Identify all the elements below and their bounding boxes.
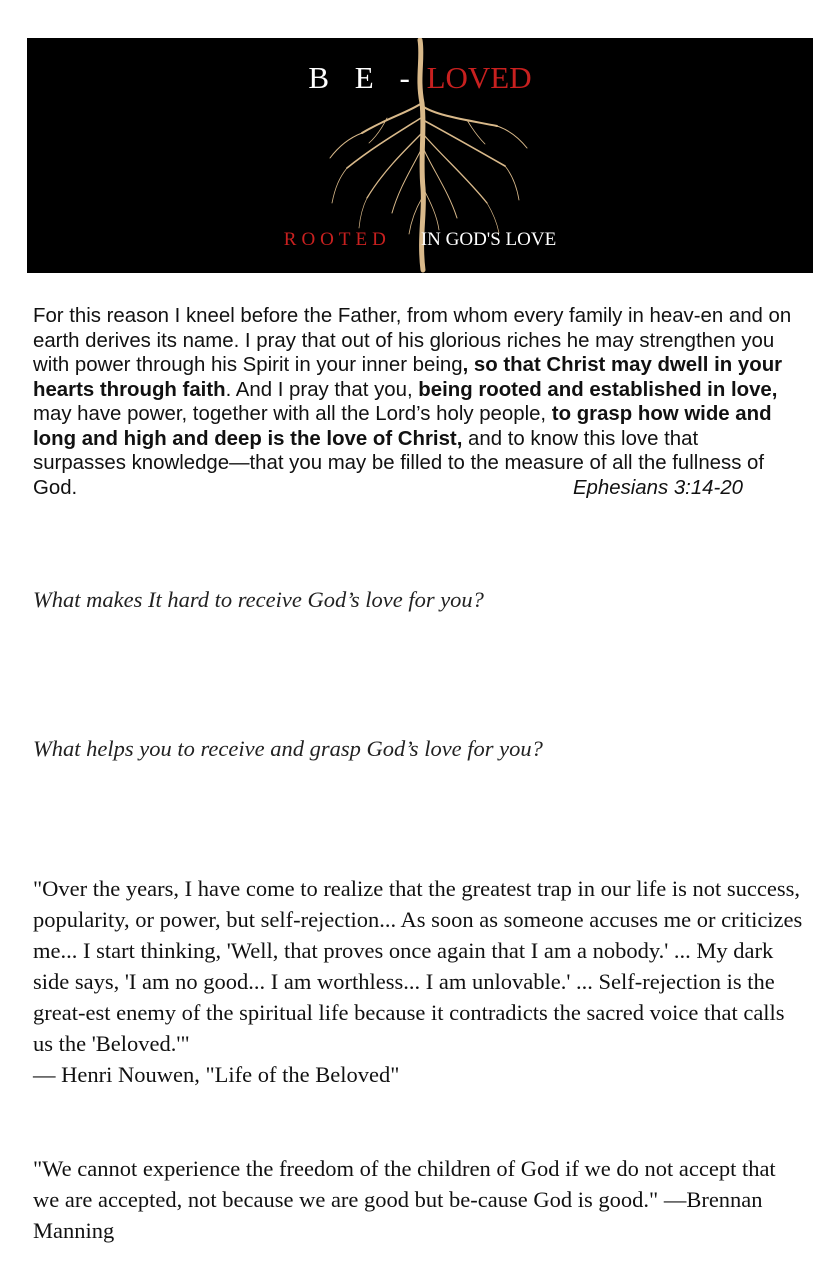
header-banner (27, 38, 813, 273)
banner-title-prefix: B E - (308, 60, 419, 95)
quote-text: "Over the years, I have come to realize that the greatest trap in our life is not success, popularity, or power, but self-rejection... As soon as someone accuses me or criticizes me... I start thinking, 'Well, that proves once again that I am a nobody.' ... My dark side says, 'I am no good... I am worthless... I am unlovable.' ... Self-rejection is the great-est enemy of the spiritual life because it contradicts the sacred voice that calls us the 'Beloved.'" (33, 876, 803, 1056)
quote-attribution: ―Brennan Manning (33, 1187, 763, 1243)
scripture-text-1: For this reason I kneel before the Father, from whom every family in heav-en and on earth derives its name. I pray that out of his glorious riches he may strengthen you with power through his Spirit in your inner being (33, 305, 792, 376)
scripture-text-3: may have power, together with all the Lord’s holy people, (33, 403, 552, 425)
banner-title (27, 60, 813, 96)
banner-title-accent: LOVED (426, 60, 532, 95)
quote-manning (33, 1153, 803, 1246)
banner-subtitle-accent: ROOTED (283, 229, 391, 250)
reflection-question-1: What makes It hard to receive God’s love for you? (33, 587, 484, 612)
scripture-text-4: and to know this love that surpasses knowledge—that you may be filled to the measure of all the fullness of God. (33, 427, 765, 499)
scripture-bold-2: being rooted and established in love, (418, 378, 778, 401)
scripture-bold-1: , so that Christ may dwell in your hearts through faith (33, 354, 783, 401)
reflection-question-2: What helps you to receive and grasp God’s love for you? (33, 736, 543, 761)
quote-attribution: ― Henri Nouwen, "Life of the Beloved" (33, 1062, 400, 1087)
scripture-bold-3: to grasp how wide and long and high and deep is the love of Christ, (33, 403, 772, 450)
quote-text: "We cannot experience the freedom of the children of God if we do not accept that we are accepted, not because we are good but be-cause God is good." (33, 1156, 776, 1212)
banner-subtitle-rest: IN GOD'S LOVE (420, 229, 557, 250)
quote-nouwen (33, 873, 803, 1090)
scripture-passage (33, 304, 793, 500)
banner-subtitle (27, 229, 813, 251)
scripture-reference: Ephesians 3:14-20 (572, 476, 743, 499)
scripture-text-2: . And I pray that you, (225, 378, 419, 401)
